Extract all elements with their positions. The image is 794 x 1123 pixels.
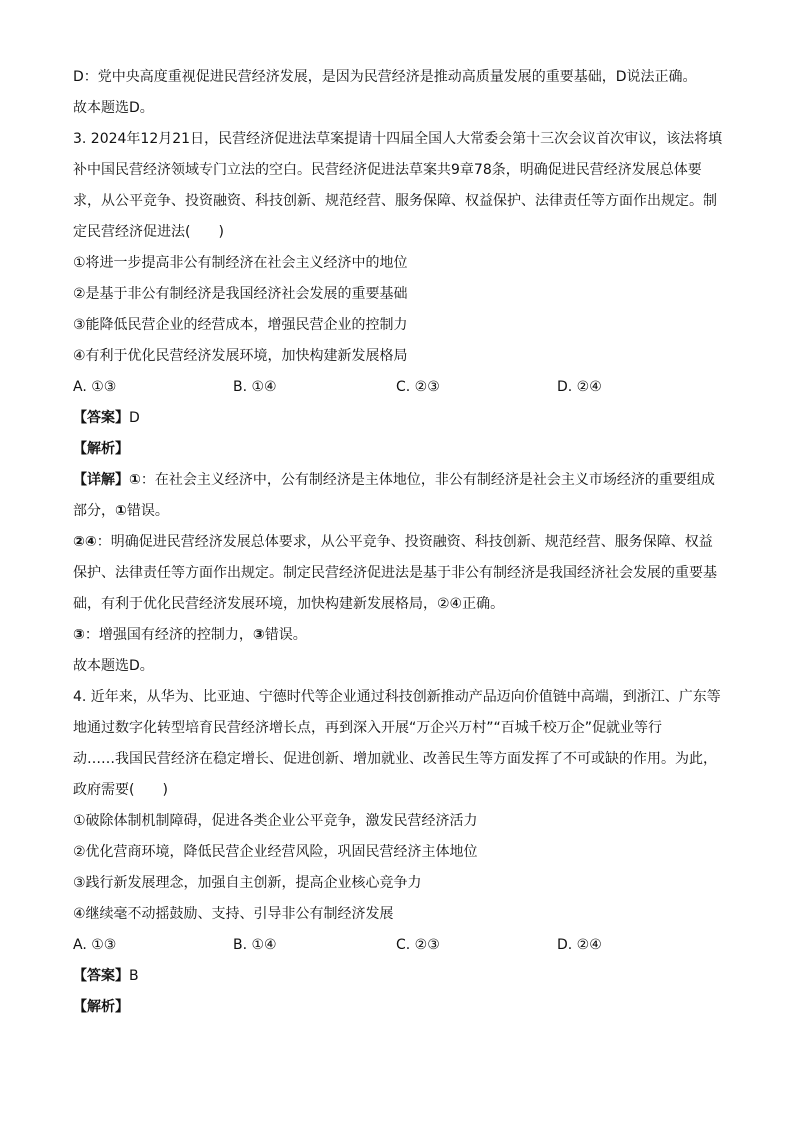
q3-answer-label: 【答案】	[73, 410, 129, 426]
q3-stem-line-2: 补中国民营经济领域专门立法的空白。民营经济促进法草案共9章78条，明确促进民营经济发展总体要	[73, 162, 702, 178]
q3-detail-p1-text: ：在社会主义经济中，公有制经济是主体地位，非公有制经济是社会主义市场经济的重要组成	[140, 472, 715, 488]
q3-detail-p3-text: ：增强国有经济的控制力，	[84, 627, 253, 643]
q3-detail-p2-text: ：明确促进民营经济发展总体要求，从公平竞争、投资融资、科技创新、规范经营、服务保障、权益	[96, 534, 713, 550]
q3-detail-label: 【详解】	[73, 472, 129, 488]
q4-answer-value: B	[129, 968, 139, 984]
q4-option-a: A. ①③	[73, 937, 117, 953]
q3-analysis-label	[73, 434, 723, 465]
q4-answer	[73, 961, 723, 992]
q3-detail-p1-line2-b: ①	[115, 503, 127, 519]
q3-detail-p3-end: 错误。	[264, 627, 307, 643]
q3-statement-1: ①将进一步提高非公有制经济在社会主义经济中的地位	[73, 255, 408, 271]
question-4	[73, 682, 723, 1023]
q3-analysis-heading: 【解析】	[73, 441, 129, 457]
q4-answer-label: 【答案】	[73, 968, 129, 984]
q3-detail-p1-line2-c: 错误。	[126, 503, 169, 519]
q3-answer	[73, 403, 723, 434]
q3-option-b: B. ①④	[233, 379, 277, 395]
q3-stem-line-1: 3. 2024年12月21日，民营经济促进法草案提请十四届全国人大常委会第十三次会议首次审议，该法将填	[73, 131, 723, 147]
q3-detail-line-1	[73, 465, 723, 496]
q3-detail-line-2	[73, 496, 723, 527]
q3-option-d: D. ②④	[557, 379, 602, 395]
q3-detail-line-3	[73, 527, 723, 558]
q4-analysis-label	[73, 992, 723, 1023]
q4-statement-1: ①破除体制机制障碍，促进各类企业公平竞争，激发民营经济活力	[73, 813, 478, 829]
q3-stem-line-3: 求，从公平竞争、投资融资、科技创新、规范经营、服务保障、权益保护、法律责任等方面作出规定。制	[73, 193, 717, 209]
document-page	[73, 62, 723, 1023]
q4-statement-2: ②优化营商环境，降低民营企业经营风险，巩固民营经济主体地位	[73, 844, 478, 860]
q3-stem-line-4: 定民营经济促进法( )	[73, 224, 224, 240]
q3-conclusion: 故本题选D。	[73, 658, 154, 674]
q3-statement-3: ③能降低民营企业的经营成本，增强民营企业的控制力	[73, 317, 408, 333]
q3-detail-line-6	[73, 620, 723, 651]
q3-detail-line-4: 保护、法律责任等方面作出规定。制定民营经济促进法是基于非公有制经济是我国经济社会发展的重要基	[73, 565, 717, 581]
q4-stem-line-3: 动……我国民营经济在稳定增长、促进创新、增加就业、改善民生等方面发挥了不可或缺的作用。为此，	[73, 751, 717, 767]
prev-option-d-analysis: D：党中央高度重视促进民营经济发展，是因为民营经济是推动高质量发展的重要基础，D说法正确。	[73, 69, 697, 85]
prev-conclusion: 故本题选D。	[73, 100, 154, 116]
q3-detail-p1-line2-a: 部分，	[73, 503, 115, 519]
q3-options	[73, 372, 723, 403]
q4-stem-line-1: 4. 近年来，从华为、比亚迪、宁德时代等企业通过科技创新推动产品迈向价值链中高端，到浙江、广东等	[73, 689, 721, 705]
q3-statement-4: ④有利于优化民营经济发展环境，加快构建新发展格局	[73, 348, 408, 364]
q3-detail-p3-mark: ③	[252, 627, 265, 643]
q3-detail-line-5: 础，有利于优化民营经济发展环境，加快构建新发展格局，②④正确。	[73, 596, 505, 612]
question-3	[73, 124, 723, 682]
q3-detail-p2-head: ②④	[73, 534, 97, 550]
q3-answer-value: D	[129, 410, 140, 426]
q4-option-c: C. ②③	[396, 937, 440, 953]
q3-option-c: C. ②③	[396, 379, 440, 395]
q4-option-b: B. ①④	[233, 937, 277, 953]
q4-stem-line-4: 政府需要( )	[73, 782, 168, 798]
q4-statement-3: ③践行新发展理念，加强自主创新，提高企业核心竞争力	[73, 875, 422, 891]
q4-options	[73, 930, 723, 961]
q4-option-d: D. ②④	[557, 937, 602, 953]
q4-analysis-heading: 【解析】	[73, 999, 129, 1015]
q4-statement-4: ④继续毫不动摇鼓励、支持、引导非公有制经济发展	[73, 906, 394, 922]
q3-detail-p1-head: ①	[129, 472, 141, 488]
q4-stem-line-2: 地通过数字化转型培育民营经济增长点，再到深入开展“万企兴万村”“百城千校万企”促就业等行	[73, 720, 663, 736]
q3-statement-2: ②是基于非公有制经济是我国经济社会发展的重要基础	[73, 286, 408, 302]
q3-option-a: A. ①③	[73, 379, 117, 395]
q3-detail-p3-head: ③	[73, 627, 85, 643]
